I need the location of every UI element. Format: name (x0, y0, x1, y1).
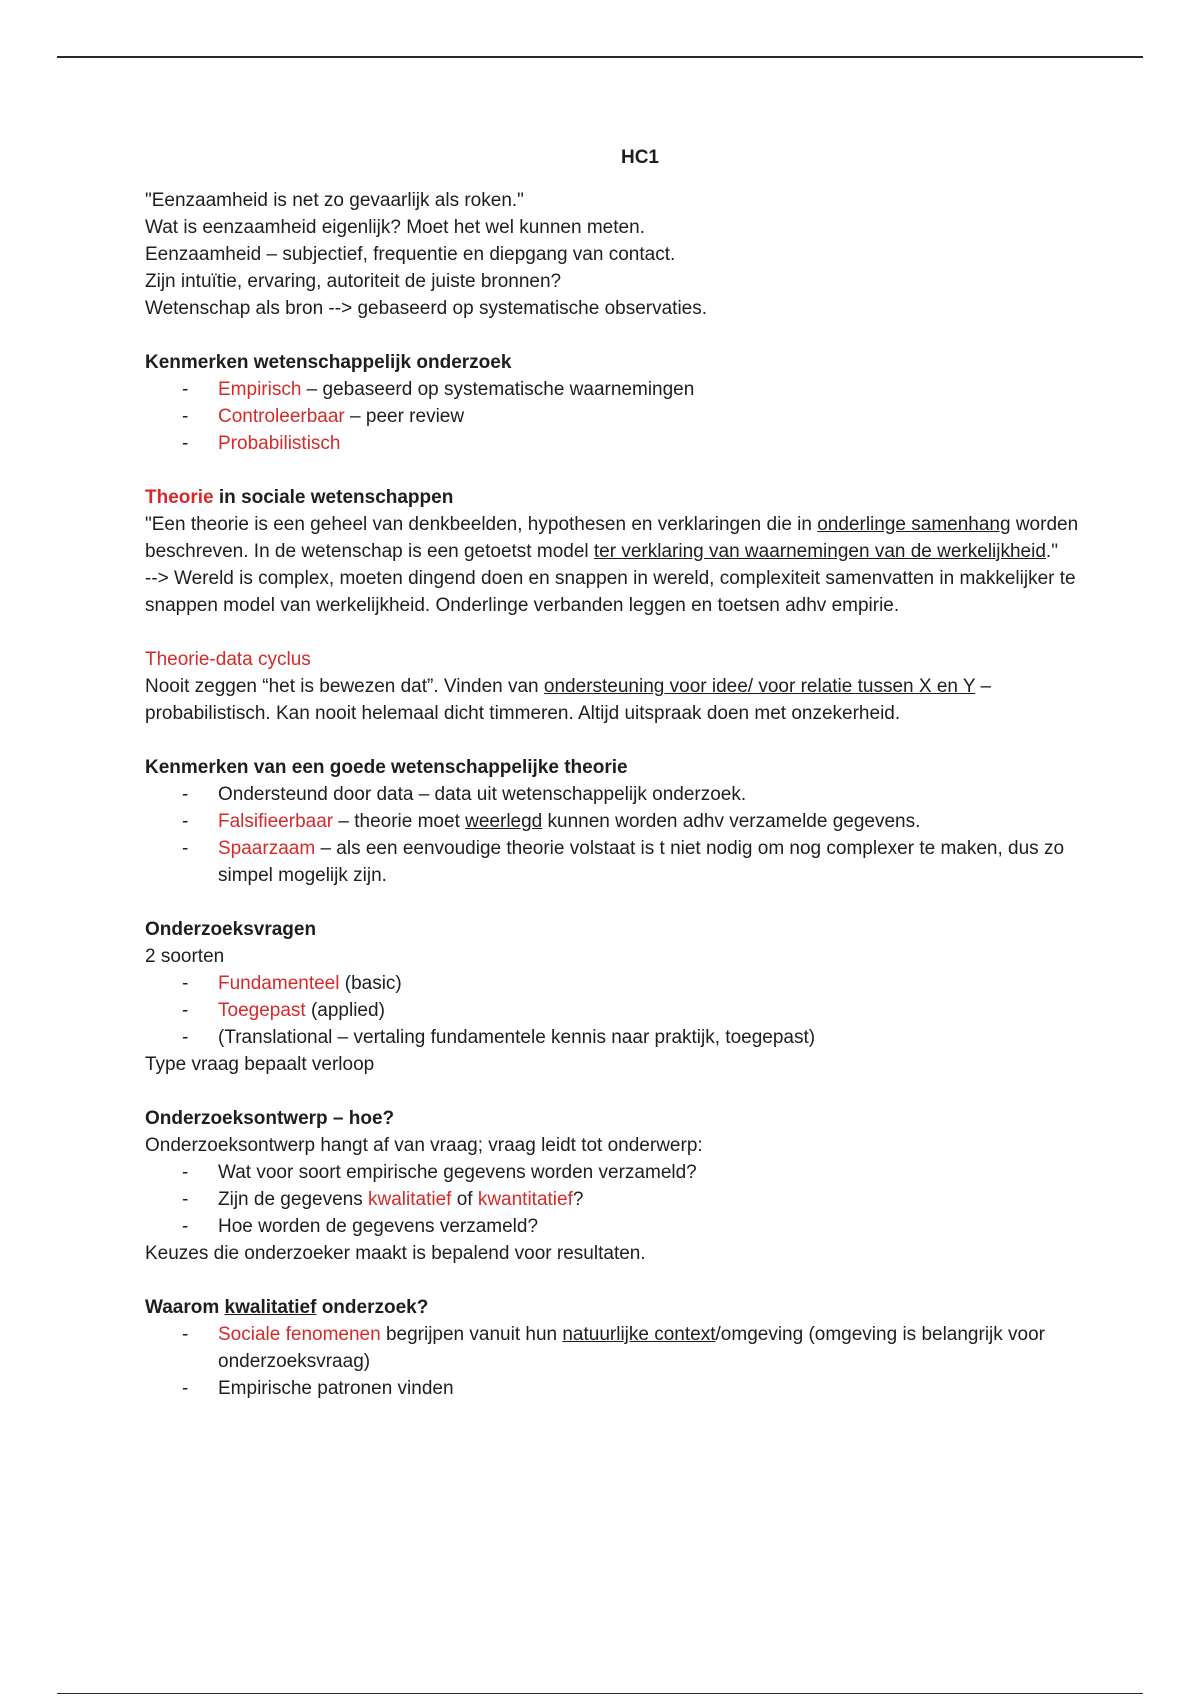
heading-underlined: kwalitatief (224, 1297, 317, 1318)
intro-line: Wetenschap als bron --> gebaseerd op systematische observaties. (145, 298, 708, 319)
list-item (145, 970, 1095, 997)
heading-text: Waarom (145, 1297, 225, 1318)
section-heading: Kenmerken wetenschappelijk onderzoek (145, 352, 512, 373)
header-rule (57, 56, 1143, 58)
term: Toegepast (218, 1000, 306, 1021)
heading-rest: in sociale wetenschappen (213, 487, 454, 508)
section-intro: Onderzoeksontwerp hangt af van vraag; vraag leidt tot onderwerp: (145, 1135, 703, 1156)
section-heading (145, 484, 1095, 511)
list-item (145, 403, 1095, 430)
intro-line: Eenzaamheid – subjectief, frequentie en diepgang van contact. (145, 244, 676, 265)
section-outro: Type vraag bepaalt verloop (145, 1054, 375, 1075)
list-item (145, 997, 1095, 1024)
item-text: /omgeving (omgeving is belangrijk voor onderzoeksvraag) (218, 1324, 1046, 1372)
definition: (basic) (339, 973, 402, 994)
section-heading: Kenmerken van een goede wetenschappelijke theorie (145, 757, 628, 778)
term: kwalitatief (368, 1189, 452, 1210)
list-item (145, 835, 1095, 889)
intro-block (145, 187, 1095, 322)
list-item (145, 1186, 1095, 1213)
item-text: Zijn de gegevens (218, 1189, 368, 1210)
list-item (145, 1321, 1095, 1375)
definition: – theorie moet (333, 811, 466, 832)
quote-text: ." (1045, 541, 1058, 562)
section-goede-theorie (145, 754, 1095, 889)
list-item (145, 808, 1095, 835)
definition: – gebaseerd op systematische waarnemingen (301, 379, 695, 400)
body-underlined: ondersteuning voor idee/ voor relatie tussen X en Y (543, 676, 976, 697)
term: Controleerbaar (218, 406, 345, 427)
intro-line: Wat is eenzaamheid eigenlijk? Moet het wel kunnen meten. (145, 217, 645, 238)
term: Probabilistisch (218, 433, 341, 454)
term: kwantitatief (477, 1189, 573, 1210)
list-item (145, 430, 1095, 457)
section-kenmerken (145, 349, 1095, 457)
list-item: - Hoe worden de gegevens verzameld? (145, 1213, 1095, 1240)
theorie-quote (145, 511, 1095, 565)
definition: – als een eenvoudige theorie volstaat is t niet nodig om nog complexer te maken, dus zo simpel mogelijk zijn. (218, 838, 1065, 886)
goede-theorie-list (145, 781, 1095, 889)
ontwerp-list (145, 1159, 1095, 1240)
term: Spaarzaam (218, 838, 316, 859)
footer-rule (57, 1693, 1143, 1694)
quote-underlined: onderlinge samenhang (817, 514, 1011, 535)
section-waarom-kwalitatief (145, 1294, 1095, 1402)
quote-underlined: ter verklaring van waarnemingen van de werkelijkheid (593, 541, 1046, 562)
vragen-list (145, 970, 1095, 1051)
section-cyclus (145, 646, 1095, 727)
definition: (applied) (305, 1000, 385, 1021)
cyclus-text (145, 673, 1095, 727)
term: Sociale fenomenen (218, 1324, 381, 1345)
heading-text: onderzoek? (316, 1297, 429, 1318)
section-onderzoeksvragen (145, 916, 1095, 1078)
section-heading (145, 1294, 1095, 1321)
intro-line: "Eenzaamheid is net zo gevaarlijk als roken." (145, 190, 524, 211)
item-text: begrijpen vanuit hun (380, 1324, 563, 1345)
section-outro: Keuzes die onderzoeker maakt is bepalend voor resultaten. (145, 1243, 646, 1264)
section-heading: Theorie-data cyclus (145, 649, 311, 670)
body-text: – probabilistisch. Kan nooit helemaal dicht timmeren. Altijd uitspraak doen met onzekerheid. (145, 676, 992, 724)
term: Empirisch (218, 379, 302, 400)
quote-text: worden beschreven. In de wetenschap is een getoetst model (145, 514, 1079, 562)
kenmerken-list (145, 376, 1095, 457)
waarom-list (145, 1321, 1095, 1402)
document-page (145, 144, 1095, 1402)
item-text: of (451, 1189, 478, 1210)
item-underlined: natuurlijke context (562, 1324, 716, 1345)
list-item: - Empirische patronen vinden (145, 1375, 1095, 1402)
list-item: - Wat voor soort empirische gegevens worden verzameld? (145, 1159, 1095, 1186)
section-theorie (145, 484, 1095, 619)
list-item (145, 376, 1095, 403)
definition: – peer review (344, 406, 465, 427)
item-text: ? (572, 1189, 584, 1210)
theorie-note: --> Wereld is complex, moeten dingend doen en snappen in wereld, complexiteit samenvatten in makkelijker te snappen model van werkelijkheid. Onderlinge verbanden leggen en toetsen adhv empirie. (145, 568, 1076, 616)
list-item: - Ondersteund door data – data uit wetenschappelijk onderzoek. (145, 781, 1095, 808)
section-heading: Onderzoeksontwerp – hoe? (145, 1108, 395, 1129)
heading-highlight: Theorie (145, 487, 214, 508)
section-onderzoeksontwerp (145, 1105, 1095, 1267)
intro-line: Zijn intuïtie, ervaring, autoriteit de juiste bronnen? (145, 271, 562, 292)
section-heading: Onderzoeksvragen (145, 919, 317, 940)
body-text: Nooit zeggen “het is bewezen dat”. Vinden van (145, 676, 544, 697)
list-item: - (Translational – vertaling fundamentele kennis naar praktijk, toegepast) (145, 1024, 1095, 1051)
quote-text: "Een theorie is een geheel van denkbeelden, hypothesen en verklaringen die in (145, 514, 818, 535)
term: Falsifieerbaar (218, 811, 334, 832)
term: Fundamenteel (218, 973, 340, 994)
page-title: HC1 (620, 147, 659, 168)
definition-underlined: weerlegd (465, 811, 543, 832)
section-intro: 2 soorten (145, 946, 225, 967)
definition: kunnen worden adhv verzamelde gegevens. (542, 811, 921, 832)
